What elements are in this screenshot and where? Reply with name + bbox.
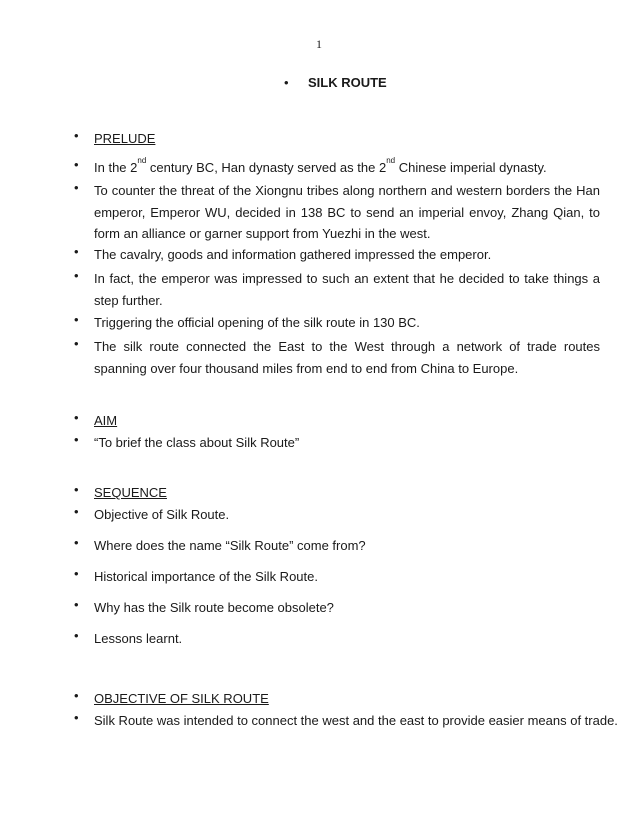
prelude-text-1: In the 2nd century BC, Han dynasty served as the 2nd Chinese imperial dynasty. (94, 156, 547, 175)
page-number: 1 (316, 37, 322, 51)
bullet: • (74, 128, 79, 143)
bullet: • (74, 432, 79, 447)
bullet: • (74, 535, 79, 550)
prelude-text-3: The cavalry, goods and information gathered impressed the emperor. (94, 247, 492, 262)
sequence-item-text: Why has the Silk route become obsolete? (94, 600, 334, 615)
bullet: • (74, 710, 79, 725)
sequence-item-text: Where does the name “Silk Route” come from? (94, 538, 366, 553)
section-heading-prelude: PRELUDE (94, 131, 156, 146)
section-heading-aim: AIM (94, 413, 118, 428)
prelude-text-6: The silk route connected the East to the West through a network of trade routes spanning over four thousand miles from end to end from China to Europe. (94, 339, 600, 376)
bullet: • (74, 597, 79, 612)
sequence-item-text: Lessons learnt. (94, 631, 183, 646)
bullet: • (74, 482, 79, 497)
bullet: • (74, 268, 79, 283)
section-heading-objective: OBJECTIVE OF SILK ROUTE (94, 691, 269, 706)
bullet: • (74, 336, 79, 351)
bullet: • (74, 504, 79, 519)
aim-text: “To brief the class about Silk Route” (94, 435, 300, 450)
bullet: • (74, 688, 79, 703)
bullet: • (74, 312, 79, 327)
prelude-text-5: Triggering the official opening of the silk route in 130 BC. (94, 315, 420, 330)
sequence-item-text: Objective of Silk Route. (94, 507, 230, 522)
bullet: • (74, 180, 79, 195)
title-text: SILK ROUTE (308, 75, 387, 90)
bullet: • (74, 244, 79, 259)
bullet: • (74, 410, 79, 425)
prelude-text-4: In fact, the emperor was impressed to such an extent that he decided to take things a step further. (94, 271, 600, 308)
prelude-text-2: To counter the threat of the Xiongnu tribes along northern and western borders the Han emperor, Emperor WU, decided in 138 BC to send an imperial envoy, Zhang Qian, to form an alliance or garner support from Yuezhi in the west. (94, 183, 600, 241)
bullet: • (74, 566, 79, 581)
objective-text: Silk Route was intended to connect the west and the east to provide easier means of trade. (94, 713, 618, 728)
section-heading-sequence: SEQUENCE (94, 485, 167, 500)
sequence-item-text: Historical importance of the Silk Route. (94, 569, 318, 584)
bullet: • (284, 75, 289, 90)
bullet: • (74, 157, 79, 172)
bullet: • (74, 628, 79, 643)
